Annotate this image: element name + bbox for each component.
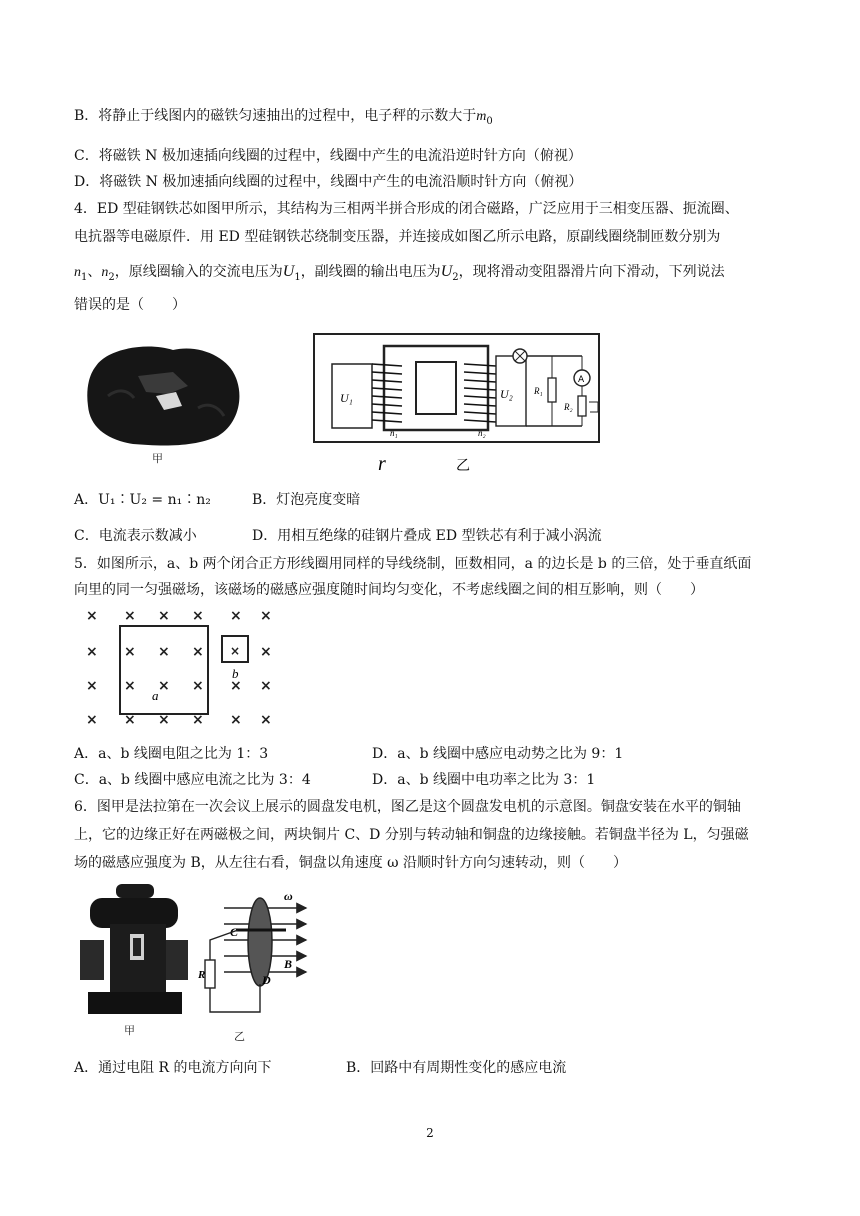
svg-text:×: × xyxy=(192,678,204,694)
q4-option-a: A．U₁∶U₂ = n₁∶n₂ xyxy=(74,492,211,508)
svg-text:×: × xyxy=(124,712,136,728)
q3-option-c: C．将磁铁 N 极加速插向线圈的过程中，线圈中产生的电流沿逆时针方向（俯视） xyxy=(74,148,582,164)
q4-mid2: ，副线圈的输出电压为 xyxy=(300,264,441,280)
q6-stem-line3: 场的磁感应强度为 B，从左往右看，铜盘以角速度 ω 沿顺时针方向匀速转动，则（ ） xyxy=(74,855,628,871)
q4-n2-sub: 2 xyxy=(108,271,115,283)
q4-stem-line2: 电抗器等电磁原件．用 ED 型硅钢铁芯绕制变压器，并连接成如图乙所示电路，原副线圈绕制匝数分别为 xyxy=(74,229,721,245)
q6-figure-schematic xyxy=(196,880,314,1044)
svg-text:×: × xyxy=(260,678,272,694)
svg-text:×: × xyxy=(158,712,170,728)
svg-text:×: × xyxy=(192,608,204,624)
svg-text:×: × xyxy=(158,608,170,624)
resistor-R-label: R xyxy=(198,969,206,981)
q5-option-d2: D．a、b 线圈中电功率之比为 3：1 xyxy=(372,772,596,788)
circuit-U2: U₂ xyxy=(500,387,513,401)
q5-figure-magnetic-field xyxy=(80,600,280,732)
q6-stem-line1: 6．图甲是法拉第在一次会议上展示的圆盘发电机，图乙是这个圆盘发电机的示意图。铜盘安装在水平的铜轴 xyxy=(74,799,741,815)
q5-option-d1: D．a、b 线圈中感应电动势之比为 9：1 xyxy=(372,746,624,762)
brush-D-label: D xyxy=(262,973,271,987)
circuit-R1: R₁ xyxy=(534,386,543,396)
svg-text:×: × xyxy=(260,712,272,728)
svg-text:×: × xyxy=(124,644,136,660)
circuit-U1: U₁ xyxy=(340,391,353,405)
q4-figure-jia-label: 甲 xyxy=(152,452,163,465)
svg-text:×: × xyxy=(230,608,242,624)
resistor-R xyxy=(205,960,215,988)
svg-text:×: × xyxy=(230,644,241,658)
q4-option-c: C．电流表示数减小 xyxy=(74,528,197,544)
q5-stem-line1: 5．如图所示，a、b 两个闭合正方形线圈用同样的导线绕制，匝数相同，a 的边长是 b 的三倍，处于垂直纸面 xyxy=(74,556,752,572)
q3-option-b-subscript: 0 xyxy=(486,115,493,127)
svg-text:×: × xyxy=(260,608,272,624)
q4-U2-sub: 2 xyxy=(452,271,459,283)
q6-stem-line2: 上，它的边缘正好在两磁极之间，两块铜片 C、D 分别与转动轴和铜盘的边缘接触。若铜盘半径为 L，匀强磁 xyxy=(74,827,749,843)
q4-stem-line3 xyxy=(74,262,725,288)
svg-text:×: × xyxy=(86,608,98,624)
q5-stem-line2: 向里的同一匀强磁场，该磁场的磁感应强度随时间均匀变化，不考虑线圈之间的相互影响，则（ ） xyxy=(74,582,704,598)
q4-option-d: D．用相互绝缘的硅钢片叠成 ED 型铁芯有利于减小涡流 xyxy=(252,528,602,544)
svg-text:×: × xyxy=(124,608,136,624)
svg-text:×: × xyxy=(86,678,98,694)
svg-text:×: × xyxy=(124,678,136,694)
q4-figure-core-photo xyxy=(78,336,248,468)
q6-figure-jia-label: 甲 xyxy=(124,1024,135,1037)
svg-text:×: × xyxy=(86,712,98,728)
q3-option-b xyxy=(74,106,493,132)
omega-label: ω xyxy=(284,889,293,903)
circuit-A: A xyxy=(578,375,585,385)
q3-option-d: D．将磁铁 N 极加速插向线圈的过程中，线圈中产生的电流沿顺时针方向（俯视） xyxy=(74,174,583,190)
q5-option-a: A．a、b 线圈电阻之比为 1：3 xyxy=(74,746,269,762)
q6-option-a: A．通过电阻 R 的电流方向向下 xyxy=(74,1060,272,1076)
svg-text:×: × xyxy=(230,712,242,728)
q4-n1-sub: 1 xyxy=(81,271,88,283)
q5-option-c: C．a、b 线圈中感应电流之比为 3：4 xyxy=(74,772,311,788)
field-B-label: B xyxy=(284,957,293,971)
q3-option-b-symbol: m xyxy=(476,109,487,124)
q6-option-b: B．回路中有周期性变化的感应电流 xyxy=(346,1060,567,1076)
q4-n2: n xyxy=(101,265,109,280)
svg-text:×: × xyxy=(230,678,242,694)
q4-sep: 、 xyxy=(87,264,102,280)
svg-text:×: × xyxy=(260,644,272,660)
q4-stem-line1: 4．ED 型硅钢铁芯如图甲所示，其结构为三相两半拼合形成的闭合磁路，广泛应用于三相变压器、扼流圈、 xyxy=(74,201,739,217)
circuit-R2: R₂ xyxy=(564,402,573,412)
coil-a xyxy=(120,626,208,714)
svg-text:×: × xyxy=(158,678,170,694)
q3-option-b-text: B．将静止于线图内的磁铁匀速抽出的过程中，电子秤的示数大于 xyxy=(74,108,477,124)
q4-stem-line4: 错误的是（ ） xyxy=(74,297,186,313)
q4-U1: U xyxy=(282,263,295,280)
q4-figure-yi-mark: r xyxy=(378,453,386,474)
q4-figure-yi-label: 乙 xyxy=(456,458,470,474)
svg-text:×: × xyxy=(192,712,204,728)
circuit-n1: n₁ xyxy=(390,428,398,438)
q4-U2: U xyxy=(440,263,453,280)
q4-end: ，现将滑动变阻器滑片向下滑动，下列说法 xyxy=(458,264,725,280)
coil-b-label: b xyxy=(232,666,239,681)
page-number: 2 xyxy=(426,1126,434,1140)
q4-U1-sub: 1 xyxy=(294,271,301,283)
coil-a-label: a xyxy=(152,688,159,703)
svg-text:×: × xyxy=(158,644,170,660)
q4-mid1: ，原线圈输入的交流电压为 xyxy=(114,264,283,280)
svg-text:×: × xyxy=(86,644,98,660)
q6-figure-yi-label: 乙 xyxy=(234,1030,245,1043)
q4-n1: n xyxy=(74,265,81,280)
q4-option-b: B．灯泡亮度变暗 xyxy=(252,492,361,508)
q4-figure-circuit xyxy=(306,328,608,474)
circuit-n2: n₂ xyxy=(478,428,486,438)
brush-C-label: C xyxy=(230,925,239,939)
svg-text:×: × xyxy=(192,644,204,660)
q6-figure-generator-photo xyxy=(80,880,190,1040)
